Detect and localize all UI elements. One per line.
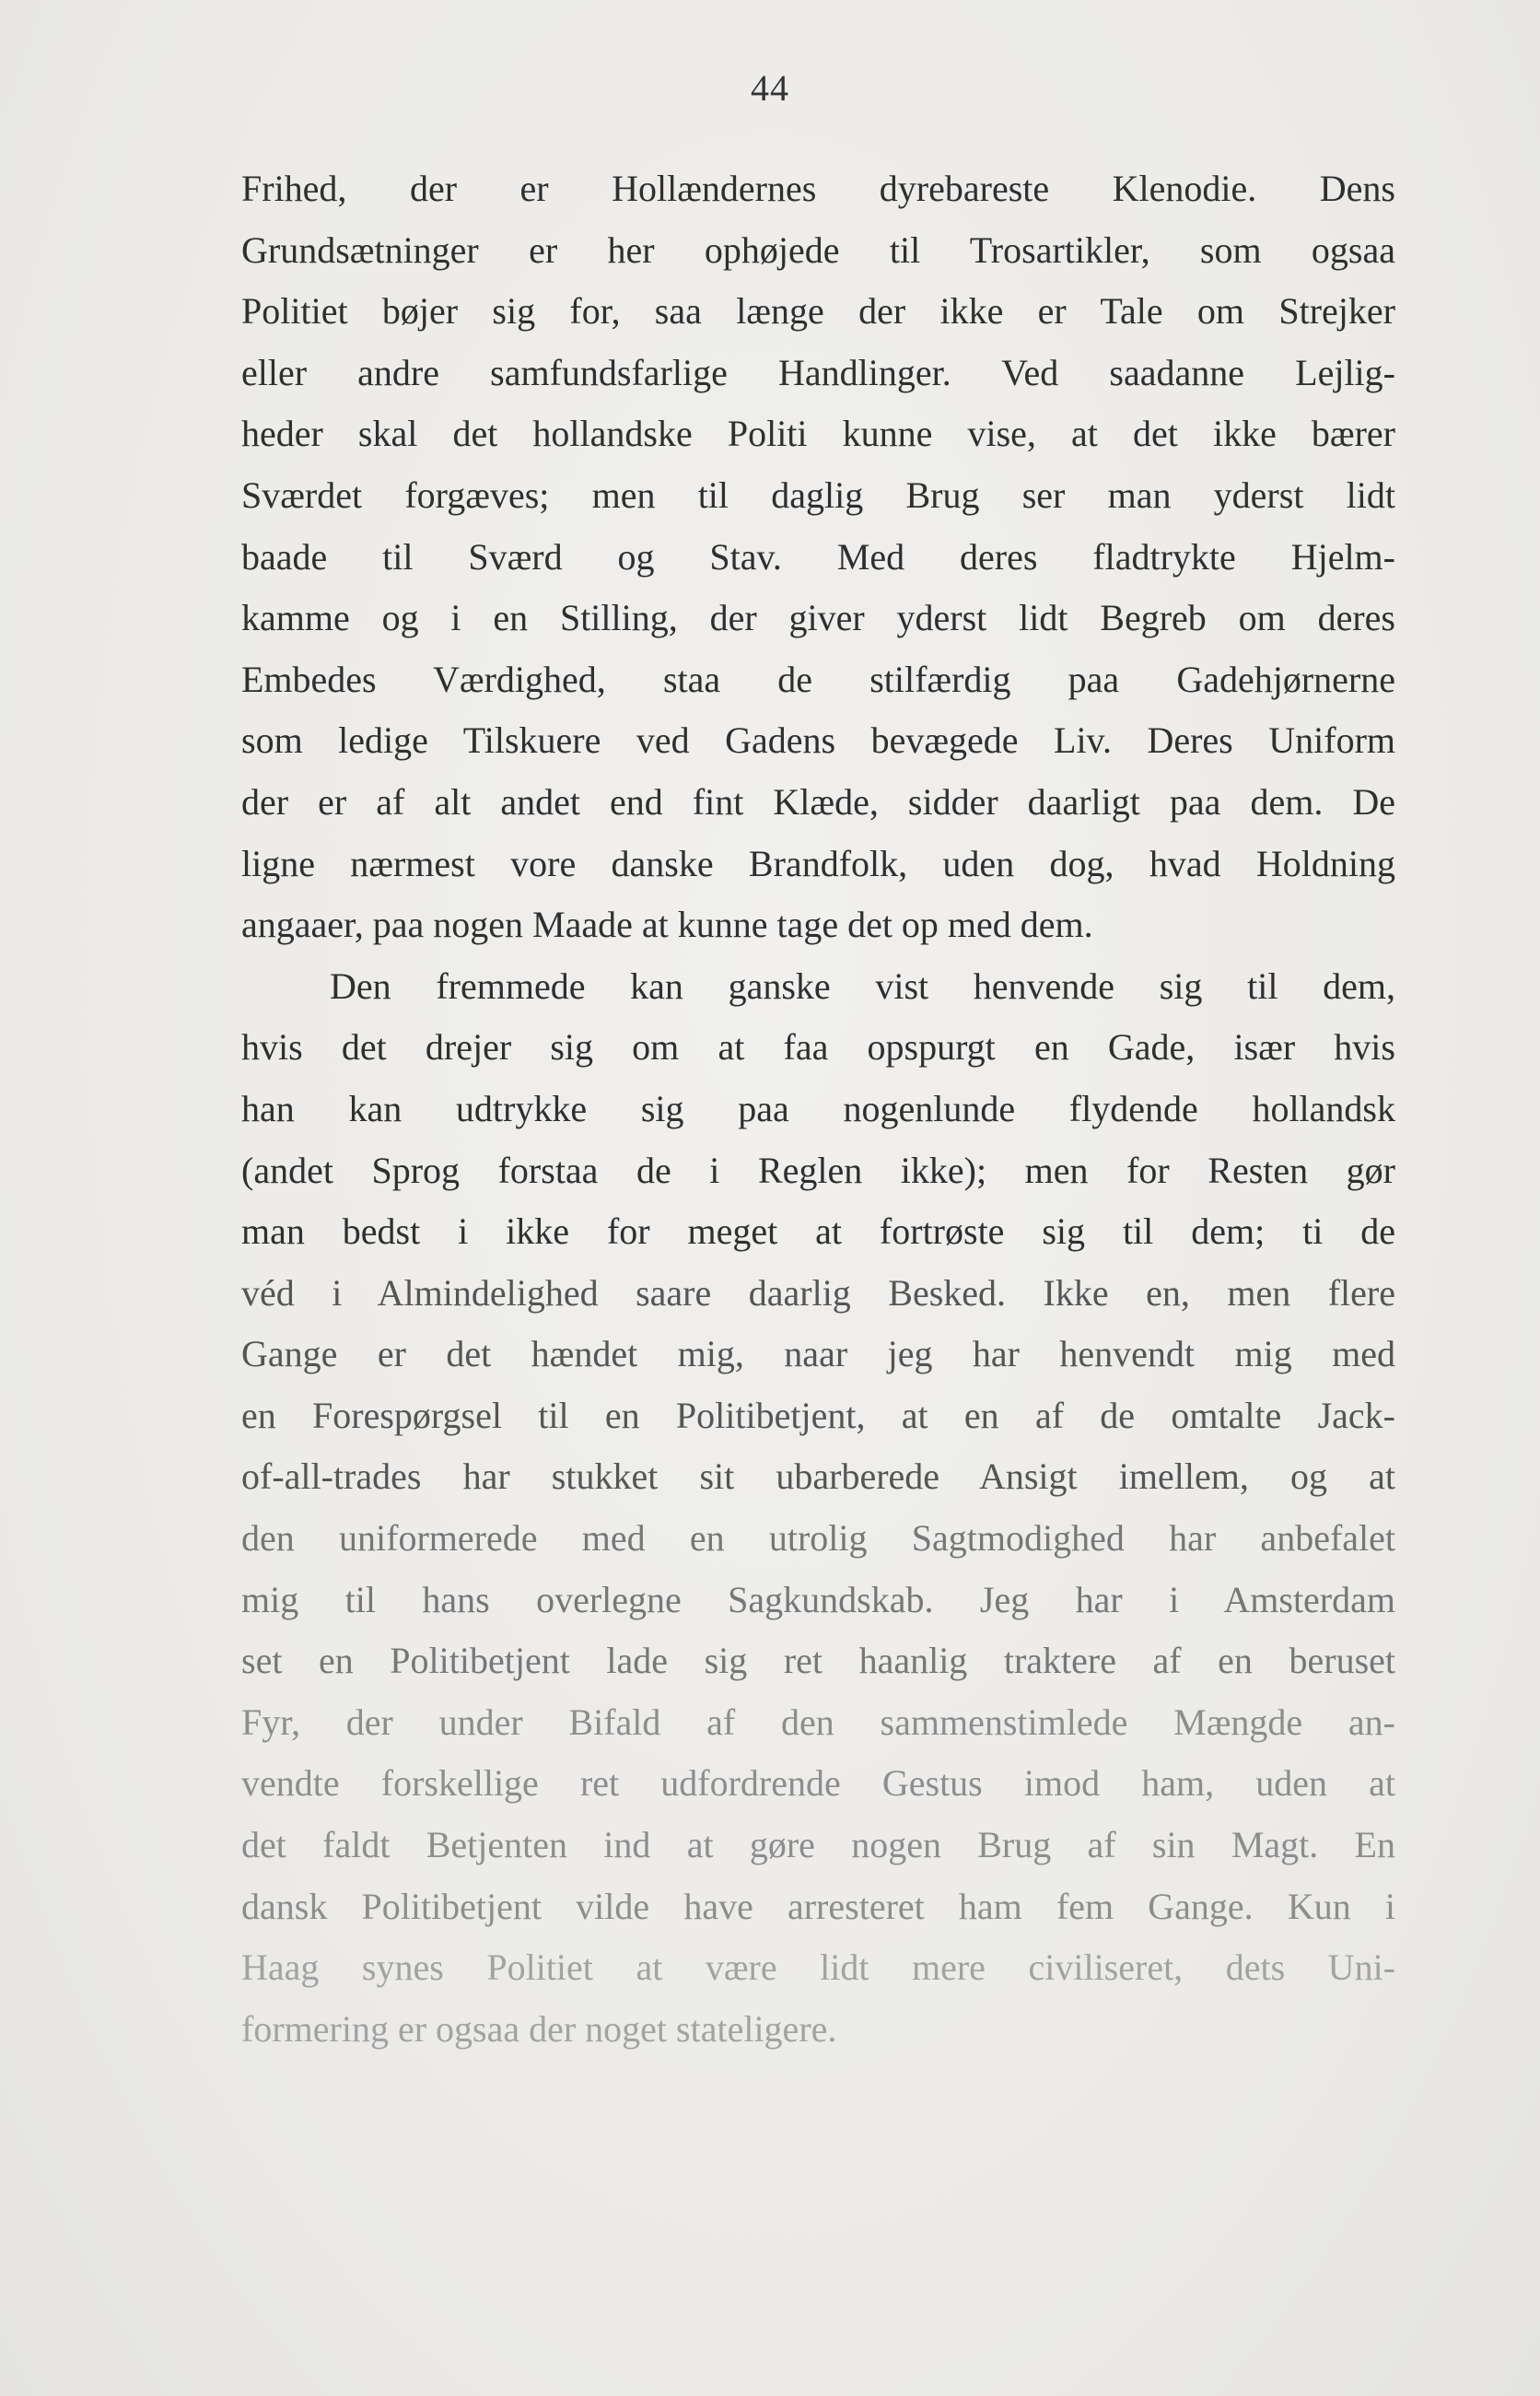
text-line: det faldt Betjenten ind at gøre nogen Brug af sin Magt. En xyxy=(241,1824,1395,1866)
text-line: Grundsætninger er her ophøjede til Trosartikler, som ogsaa xyxy=(241,228,1395,271)
text-line: der er af alt andet end fint Klæde, sidder daarligt paa dem. De xyxy=(241,780,1395,823)
text-line: mig til hans overlegne Sagkundskab. Jeg har i Amsterdam xyxy=(241,1578,1395,1620)
text-line: ligne nærmest vore danske Brandfolk, uden dog, hvad Holdning xyxy=(241,842,1395,884)
text-line: hvis det drejer sig om at faa opspurgt en Gade, især hvis xyxy=(241,1026,1395,1069)
page-number: 44 xyxy=(751,67,789,109)
text-line: kamme og i en Stilling, der giver yderst lidt Begreb om deres xyxy=(241,597,1395,639)
text-line: Frihed, der er Hollændernes dyrebareste Klenodie. Dens xyxy=(241,168,1395,209)
text-line: dansk Politibetjent vilde have arresteret ham fem Gange. Kun i xyxy=(241,1885,1395,1927)
text-line: Politiet bøjer sig for, saa længe der ikke er Tale om Strejker xyxy=(241,290,1395,333)
text-line: eller andre samfundsfarlige Handlinger. Ved saadanne Lejlig- xyxy=(241,351,1395,393)
text-line: som ledige Tilskuere ved Gadens bevægede Liv. Deres Uniform xyxy=(241,719,1395,762)
text-line: véd i Almindelighed saare daarlig Besked. Ikke en, men flere xyxy=(241,1271,1395,1314)
text-line: den uniformerede med en utrolig Sagtmodighed har anbefalet xyxy=(241,1517,1395,1560)
text-line: Fyr, der under Bifald af den sammenstimlede Mængde an- xyxy=(241,1701,1395,1743)
body-text xyxy=(241,158,1395,2060)
text-line: han kan udtrykke sig paa nogenlunde flydende hollandsk xyxy=(241,1087,1395,1129)
paragraph-start-line: Den fremmede kan ganske vist henvende sig til dem, xyxy=(330,964,1395,1007)
text-line: Gange er det hændet mig, naar jeg har henvendt mig med xyxy=(241,1333,1395,1375)
text-line: set en Politibetjent lade sig ret haanlig traktere af en beruset xyxy=(241,1640,1395,1682)
text-line: Sværdet forgæves; men til daglig Brug ser man yderst lidt xyxy=(241,473,1395,516)
text-line: of-all-trades har stukket sit ubarberede Ansigt imellem, og at xyxy=(241,1455,1395,1498)
text-line: heder skal det hollandske Politi kunne vise, at det ikke bærer xyxy=(241,413,1395,455)
text-line: formering er ogsaa der noget stateligere. xyxy=(241,2007,837,2050)
text-line: vendte forskellige ret udfordrende Gestus imod ham, uden at xyxy=(241,1762,1395,1805)
text-line: Haag synes Politiet at være lidt mere civiliseret, dets Uni- xyxy=(241,1946,1395,1989)
text-line: angaaer, paa nogen Maade at kunne tage det op med dem. xyxy=(241,904,1093,946)
text-line: baade til Sværd og Stav. Med deres fladtrykte Hjelm- xyxy=(241,535,1395,578)
text-line: man bedst i ikke for meget at fortrøste sig til dem; ti de xyxy=(241,1210,1395,1253)
text-line: Embedes Værdighed, staa de stilfærdig paa Gadehjørnerne xyxy=(241,658,1395,700)
text-line: en Forespørgsel til en Politibetjent, at en af de omtalte Jack- xyxy=(241,1394,1395,1436)
text-line: (andet Sprog forstaa de i Reglen ikke); men for Resten gør xyxy=(241,1149,1395,1191)
